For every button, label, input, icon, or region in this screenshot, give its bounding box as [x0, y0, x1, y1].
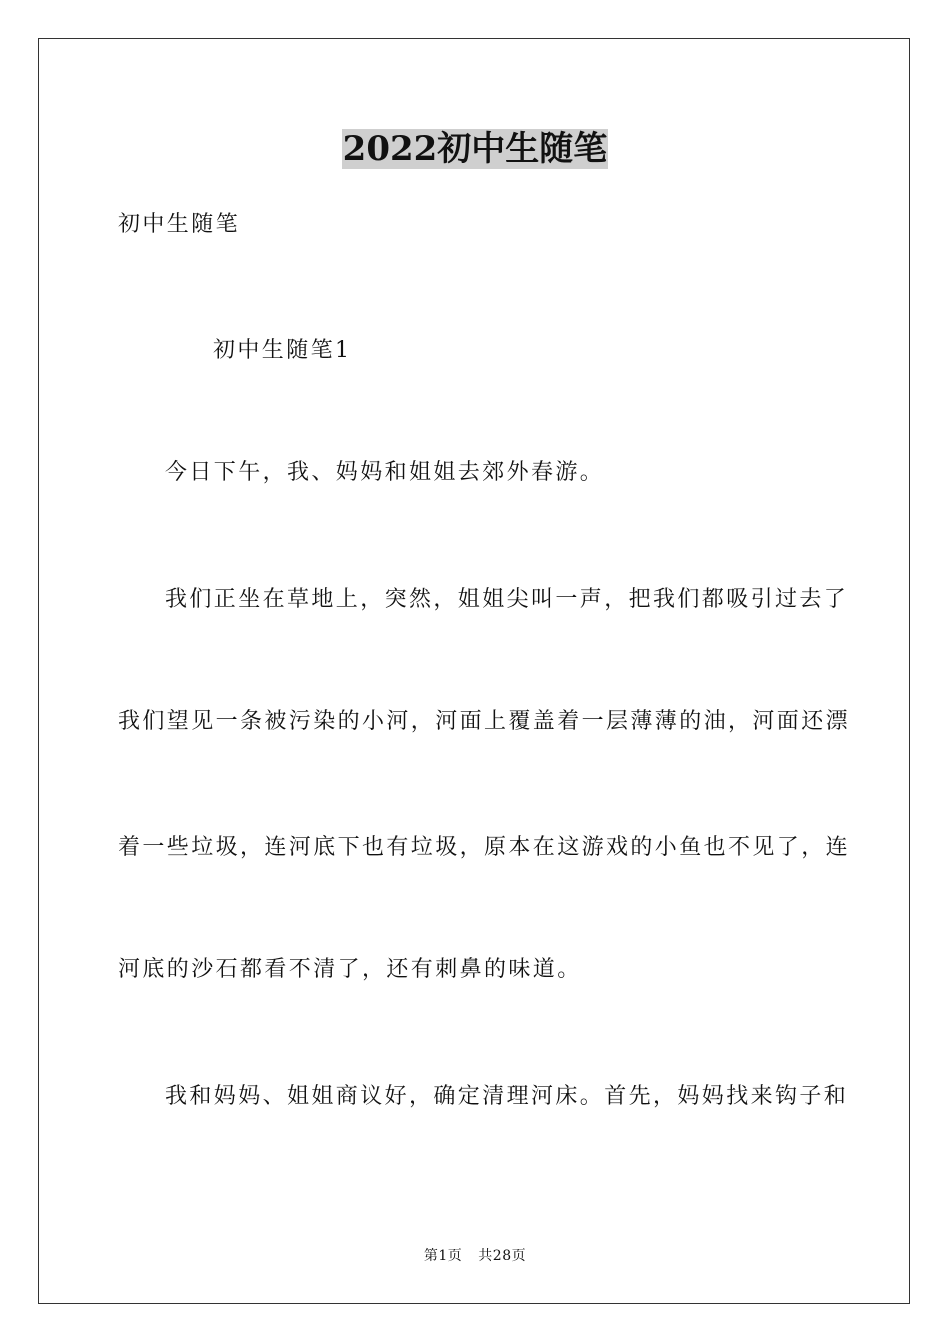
paragraph-line: 我们望见一条被污染的小河，河面上覆盖着一层薄薄的油，河面还漂 [118, 709, 851, 734]
document-title-text: 2022初中生随笔 [342, 129, 608, 169]
page-footer [0, 1246, 950, 1266]
paragraph-line: 我和妈妈、姐姐商议好，确定清理河床。首先，妈妈找来钩子和 [165, 1084, 849, 1109]
page-number: 第1页 [423, 1248, 463, 1264]
paragraph-line: 河底的沙石都看不清了，还有刺鼻的味道。 [118, 957, 582, 982]
paragraph-line: 着一些垃圾，连河底下也有垃圾，原本在这游戏的小鱼也不见了，连 [118, 835, 851, 860]
document-subtitle: 初中生随笔 [118, 212, 241, 237]
paragraph-line: 我们正坐在草地上，突然，姐姐尖叫一声，把我们都吸引过去了 [165, 587, 849, 612]
section-heading: 初中生随笔1 [213, 338, 352, 363]
page-total: 共28页 [478, 1248, 527, 1264]
paragraph-line: 今日下午，我、妈妈和姐姐去郊外春游。 [165, 460, 605, 485]
document-title [0, 128, 950, 170]
